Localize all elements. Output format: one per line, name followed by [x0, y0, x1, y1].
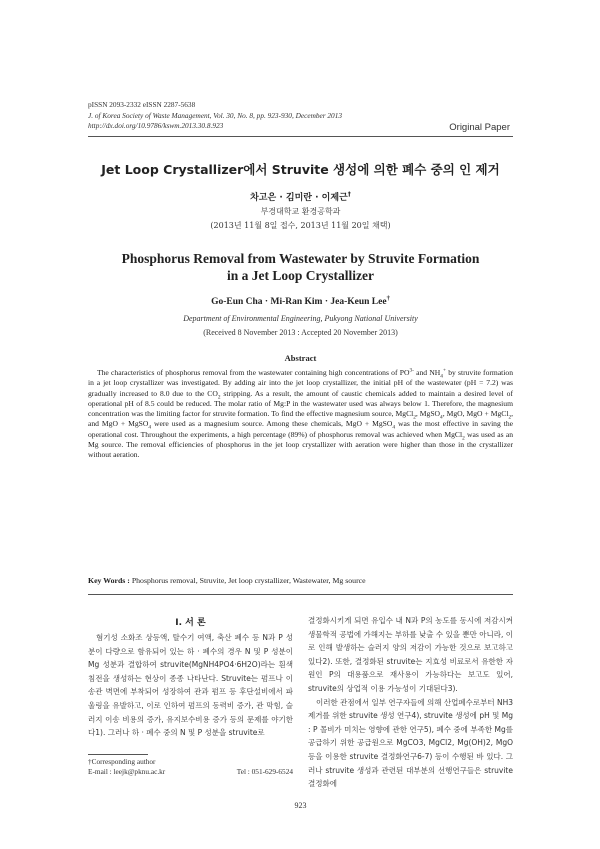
english-title — [88, 250, 513, 284]
english-affiliation: Department of Environmental Engineering, Pukyong National University — [183, 314, 418, 323]
english-title-line2: in a Jet Loop Crystallizer — [227, 268, 374, 283]
footnote-label: †Corresponding author — [88, 757, 156, 766]
korean-title: Jet Loop Crystallizer에서 Struvite 생성에 의한 폐수 중의 인 제거 — [101, 162, 500, 177]
korean-dates: (2013년 11월 8일 접수, 2013년 11월 20일 채택) — [210, 221, 391, 230]
korean-affiliation: 부경대학교 환경공학과 — [260, 207, 341, 216]
doi-link[interactable]: http://dx.doi.org/10.9786/kswm.2013.30.8.923 — [88, 121, 224, 131]
korean-authors-text: 차고은 · 김미란 · 이제근 — [250, 193, 348, 203]
footnote-tel: Tel : 051-629-6524 — [236, 767, 293, 776]
paper-type-label: Original Paper — [449, 122, 510, 133]
keywords — [88, 576, 513, 585]
section-heading: I. 서 론 — [175, 618, 206, 628]
abstract-heading: Abstract — [284, 353, 317, 363]
journal-header — [88, 100, 342, 132]
issn-line: pISSN 2093-2332 eISSN 2287-5638 — [88, 100, 196, 109]
english-corresponding-mark: † — [386, 294, 390, 302]
header-rule — [88, 136, 513, 137]
korean-authors — [88, 190, 513, 203]
body-paragraph: 결정화시키게 되면 유입수 내 N과 P의 농도를 동시에 저감시켜 생물학적 공법에 가해지는 부하를 낮출 수 있을 뿐만 아니라, 이로 인해 발생하는 슬러지 양의 저감이 가능한 것으로 보고하고 있다2). 또한, 결정화된 struvite는 지효성 비료로서 유한한 자원인 P의 대용품으로 재사용이 가능하다는 보고도 있어, struvite의 상업적 이용 가능성이 기대된다3). — [308, 616, 513, 693]
body-right-column — [308, 614, 513, 791]
english-authors-text: Go-Eun Cha · Mi-Ran Kim · Jea-Keun Lee — [211, 297, 387, 307]
english-dates: (Received 8 November 2013 : Accepted 20 November 2013) — [203, 328, 398, 337]
abstract-text: The characteristics of phosphorus removal from the wastewater containing high concentrations of $PO^{3-}$ and $NH_4^+$ by struvite formation in a jet loop crystallizer was investigated. By adding air into the jet loop crystallizer, the initial pH of the wastewater (pH = 7.2) was gradually increased to 8.0 due to the $CO_2$ stripping. As a result, the amount of caustic chemicals added to maintain a desired level of operational pH of 8.5 could be reduced. The molar ratio of Mg:P in the wastewater used was always below 1. Therefore, the magnesium concentration was the limiting factor for struvite formation. To find the effective magnesium source, MgCl$_2$, MgSO$_4$, MgO, MgO + MgCl$_2$, and MgO + MgSO$_4$ were used as a magnesium source. Among these chemicals, MgO + MgSO$_4$ was the most effective in saving the operational cost. Throughout the experiments, a high percentage (89%) of phosphorus removal was achieved when MgCl$_2$ was used as an Mg source. The removal efficiencies of phosphorus in the jet loop crystallizer with aeration were higher than those in the crystallizer without aeration. — [88, 367, 513, 460]
keywords-text: Phosphorus removal, Struvite, Jet loop crystallizer, Wastewater, Mg source — [129, 576, 366, 585]
journal-citation: J. of Korea Society of Waste Management, Vol. 30, No. 8, pp. 923-930, December 2013 — [88, 110, 342, 120]
corresponding-mark: † — [347, 191, 351, 198]
english-authors — [88, 294, 513, 307]
body-paragraph: 이러한 관점에서 일부 연구자들에 의해 산업폐수로부터 NH3 제거를 위한 struvite 생성 연구4), struvite 생성에 pH 및 Mg : P 몰비가 미치는 영향에 관한 연구5), 폐수 중에 부족한 Mg를 공급하기 위한 공급원으로 MgCO3, MgCl2, Mg(OH)2, MgO 등을 이용한 struvite 결정화연구6-7) 등이 수행된 바 있다. 그러나 struvite 생성과 관련된 대부분의 선행연구들은 struvite 결정화에 — [308, 697, 513, 789]
page-number: 923 — [294, 801, 307, 810]
body-left-column — [88, 631, 293, 740]
keywords-rule — [88, 594, 513, 595]
english-title-line1: Phosphorus Removal from Wastewater by Struvite Formation — [121, 251, 480, 266]
body-paragraph: 혐기성 소화조 상등액, 탈수기 여액, 축산 폐수 등 N과 P 성분이 다량으로 함유되어 있는 하 · 폐수의 경우 N 및 P 성분이 Mg 성분과 결합하여 struvite(MgNH4PO4·6H2O)라는 흰색 침전을 생성하는 현상이 종종 나타난다. Struvite는 펌프나 이송관 벽면에 부착되어 성장하여 관과 펌프 등 후단설비에서 파울링을 유발하고, 이로 인하여 펌프의 동력비 증가, 관 막힘, 슬러지 이송 비용의 증가, 유지보수비용 증가 등의 문제를 야기한다1). 그러나 하 · 폐수 중의 N 및 P 성분을 struvite로 — [88, 633, 293, 738]
footnote — [88, 757, 293, 777]
keywords-label: Key Words : — [88, 576, 130, 585]
footnote-rule — [88, 754, 148, 755]
footnote-email[interactable]: E-mail : leejk@pknu.ac.kr — [88, 767, 166, 776]
